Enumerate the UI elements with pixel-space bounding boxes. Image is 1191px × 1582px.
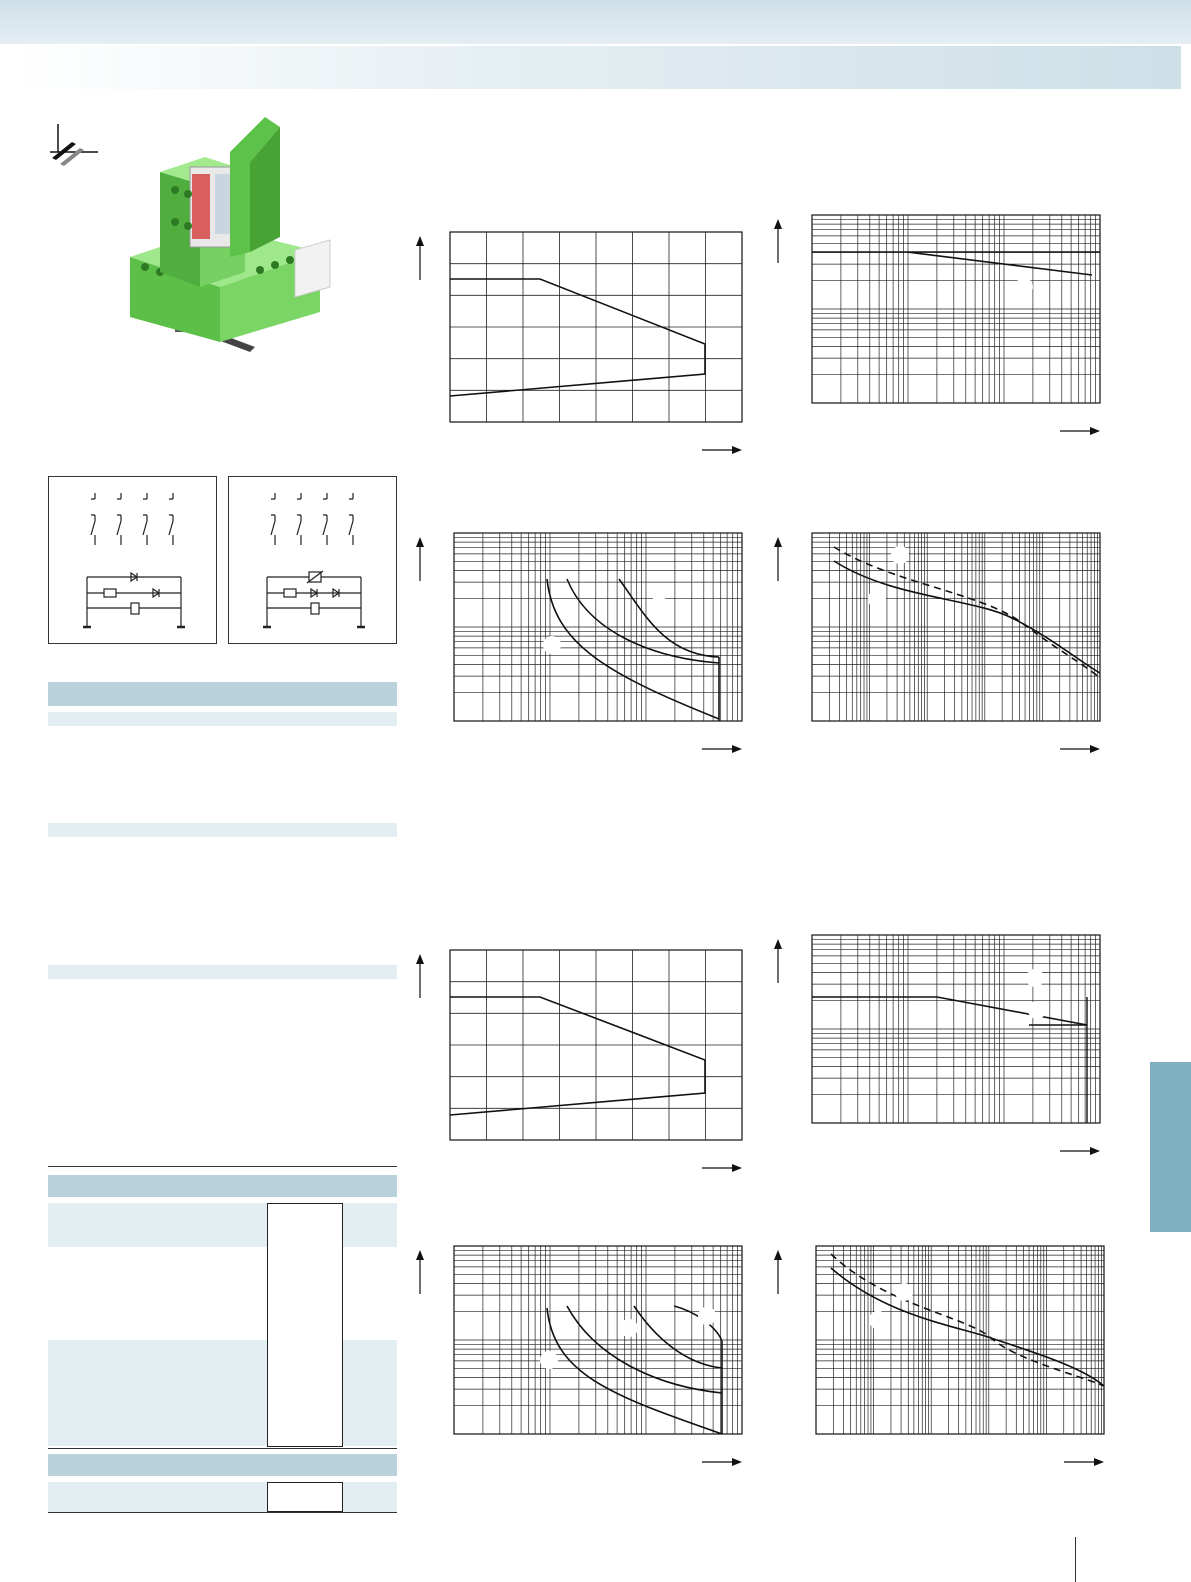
subsection-bar-1 xyxy=(48,712,397,726)
graph-7-marker-2 xyxy=(620,1319,638,1337)
graph-4-marker-2 xyxy=(868,590,886,608)
graph-6-marker-1 xyxy=(1026,969,1044,987)
divider-3 xyxy=(48,1512,397,1513)
circuit-diagram-varistor-drawing xyxy=(229,477,396,643)
graph-3-marker-2 xyxy=(543,636,561,654)
graph-1 xyxy=(412,222,747,454)
subsection-bar-2 xyxy=(48,823,397,837)
graph-6-svg xyxy=(770,927,1105,1157)
graph-2-svg xyxy=(770,207,1105,437)
graph-8 xyxy=(770,1238,1110,1468)
relay-module-illustration xyxy=(120,112,335,352)
graph-8-marker-1 xyxy=(895,1283,913,1301)
divider-1 xyxy=(48,1166,397,1167)
side-tab[interactable] xyxy=(1150,1062,1191,1232)
graph-4-marker-1 xyxy=(891,546,909,564)
graph-6 xyxy=(770,927,1105,1157)
ordering-row-1 xyxy=(48,1203,397,1247)
graph-7-marker-1 xyxy=(698,1307,716,1325)
graph-1-svg xyxy=(412,222,747,454)
din-rail-mount-icon xyxy=(46,122,102,170)
ordering-row-3 xyxy=(48,1340,397,1446)
section-header-accessories xyxy=(48,1454,397,1476)
section-header-1 xyxy=(48,682,397,706)
graph-8-svg xyxy=(770,1238,1110,1468)
graph-3-marker-1 xyxy=(650,583,668,601)
divider-2 xyxy=(48,1448,397,1449)
graph-5-svg xyxy=(412,940,747,1172)
graph-7-svg xyxy=(412,1238,747,1468)
graph-4-svg xyxy=(770,525,1105,755)
header-band-title xyxy=(13,46,1181,89)
accessories-row-1 xyxy=(48,1482,397,1512)
circuit-diagram-varistor xyxy=(228,476,397,644)
graph-7 xyxy=(412,1238,747,1468)
header-band-top xyxy=(0,0,1191,44)
graph-8-marker-2 xyxy=(869,1311,887,1329)
graph-2 xyxy=(770,207,1105,437)
circuit-diagram-diode-drawing xyxy=(49,477,216,643)
graph-6-marker-2 xyxy=(1028,1001,1046,1019)
section-header-ordering xyxy=(48,1175,397,1197)
subsection-bar-3 xyxy=(48,965,397,979)
accessories-value-box xyxy=(267,1482,343,1512)
ordering-value-box xyxy=(267,1203,343,1447)
circuit-diagram-diode xyxy=(48,476,217,644)
graph-3-svg xyxy=(412,525,747,755)
graph-5 xyxy=(412,940,747,1172)
graph-4 xyxy=(770,525,1105,755)
graph-3 xyxy=(412,525,747,755)
graph-2-marker xyxy=(1015,278,1033,296)
page-number-rule xyxy=(1075,1537,1076,1582)
graph-7-marker-3 xyxy=(540,1351,558,1369)
